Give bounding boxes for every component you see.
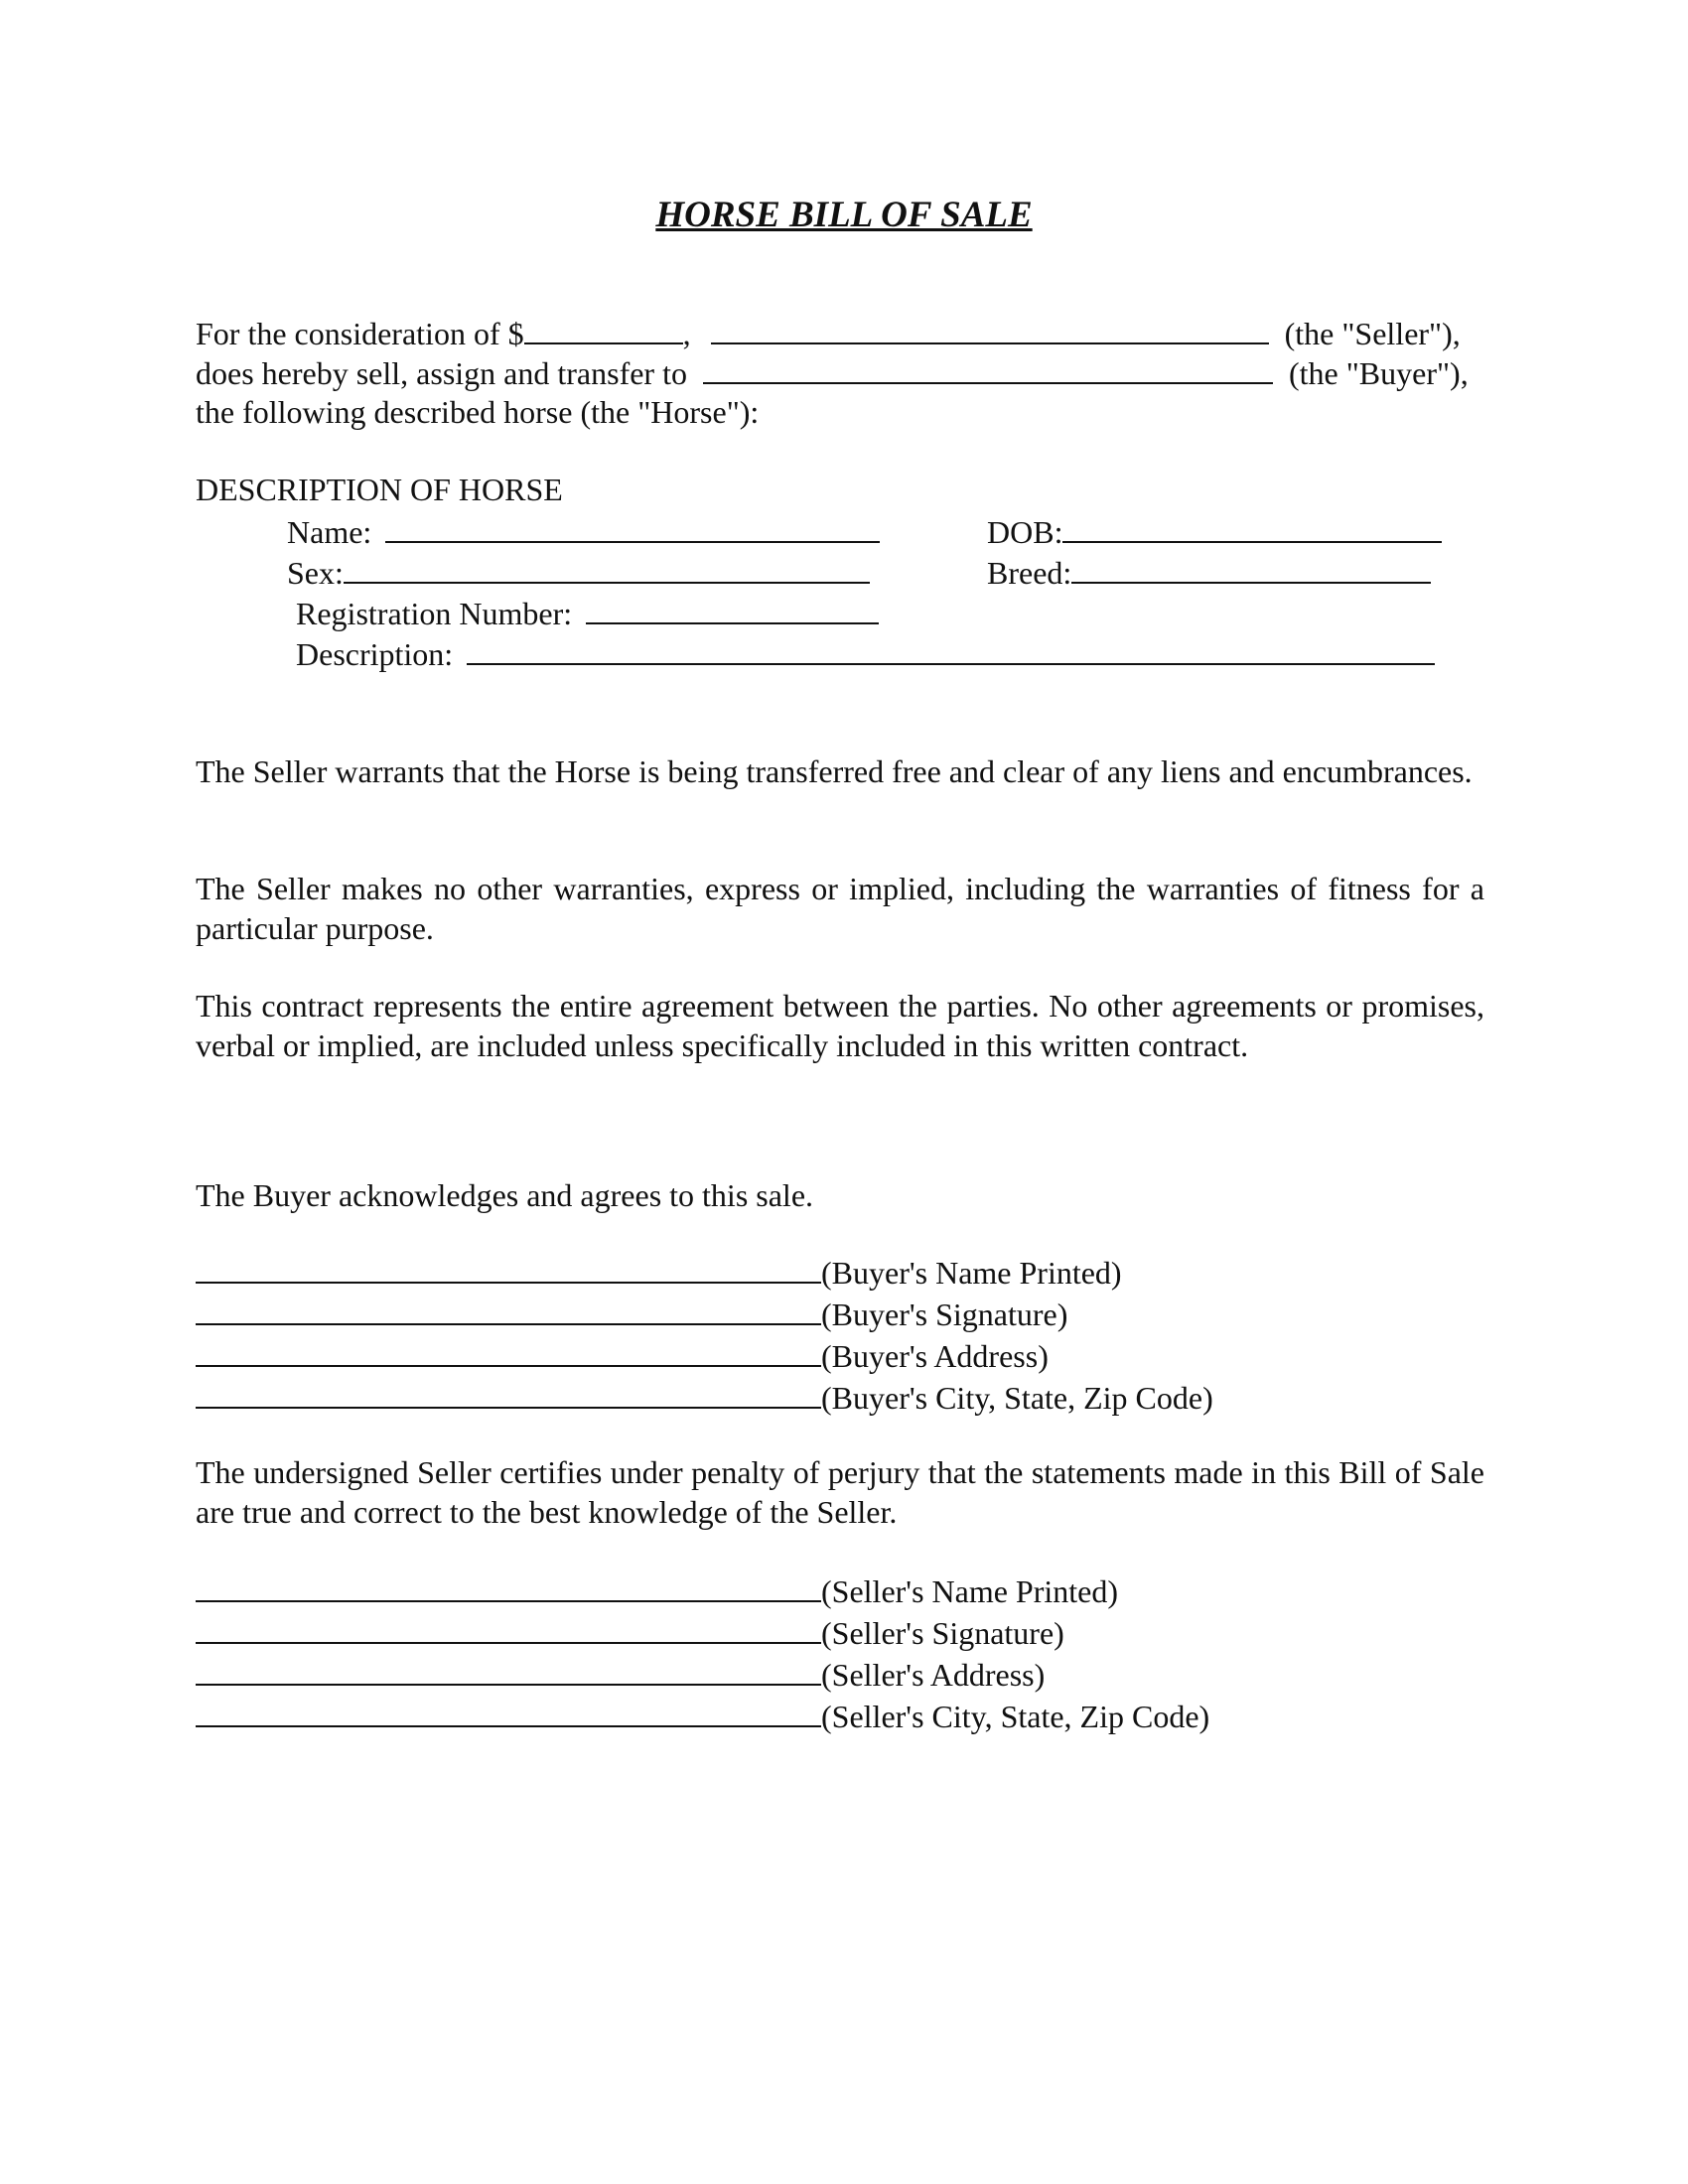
warranty-liens-paragraph: The Seller warrants that the Horse is being transferred free and clear of any liens and encumbrances.: [196, 753, 1473, 789]
seller-name-printed-label: (Seller's Name Printed): [821, 1573, 1119, 1609]
horse-description-label: Description:: [296, 636, 454, 672]
intro-line-1: [196, 313, 1461, 353]
intro-line-3: the following described horse (the "Horse"):: [196, 394, 760, 430]
seller-signature-label: (Seller's Signature): [821, 1615, 1064, 1651]
horse-name-label: Name:: [287, 514, 372, 550]
horse-description-row: [296, 633, 1435, 674]
horse-description-field[interactable]: [467, 633, 1435, 665]
buyer-signature-field[interactable]: [196, 1294, 821, 1325]
consideration-amount-field[interactable]: [524, 313, 683, 344]
seller-role-label: (the "Seller"),: [1284, 316, 1461, 351]
horse-dob-row: [987, 511, 1442, 552]
horse-breed-row: [987, 552, 1431, 593]
seller-signature-row: [196, 1612, 1064, 1654]
horse-sex-row: [287, 552, 870, 593]
buyer-name-printed-field[interactable]: [196, 1252, 821, 1284]
seller-address-label: (Seller's Address): [821, 1657, 1046, 1693]
horse-dob-field[interactable]: [1062, 511, 1442, 543]
seller-city-row: [196, 1696, 1209, 1737]
transfer-label: does hereby sell, assign and transfer to: [196, 355, 687, 391]
buyer-city-row: [196, 1377, 1213, 1419]
seller-signature-field[interactable]: [196, 1612, 821, 1644]
buyer-name-field[interactable]: [703, 352, 1273, 384]
seller-certification-paragraph: The undersigned Seller certifies under penalty of perjury that the statements made in this Bill of Sale are true and correct to the best knowledge of the Seller.: [196, 1454, 1484, 1530]
horse-name-field[interactable]: [385, 511, 880, 543]
buyer-signature-label: (Buyer's Signature): [821, 1297, 1068, 1332]
intro-comma: ,: [682, 316, 691, 351]
registration-label: Registration Number:: [296, 596, 573, 631]
registration-number-field[interactable]: [586, 593, 879, 624]
buyer-address-field[interactable]: [196, 1335, 821, 1367]
seller-name-printed-row: [196, 1570, 1118, 1612]
consideration-label: For the consideration of $: [196, 316, 524, 351]
no-other-warranties-paragraph: The Seller makes no other warranties, express or implied, including the warranties of fitness for a particular purpose.: [196, 871, 1484, 946]
buyer-address-row: [196, 1335, 1049, 1377]
registration-row: [296, 593, 879, 633]
horse-breed-label: Breed:: [987, 555, 1072, 591]
horse-dob-label: DOB:: [987, 514, 1063, 550]
horse-breed-field[interactable]: [1071, 552, 1431, 584]
seller-name-field[interactable]: [711, 313, 1269, 344]
description-heading: DESCRIPTION OF HORSE: [196, 472, 563, 507]
horse-sex-label: Sex:: [287, 555, 344, 591]
seller-city-field[interactable]: [196, 1696, 821, 1727]
document-title: HORSE BILL OF SALE: [655, 195, 1033, 235]
buyer-name-printed-label: (Buyer's Name Printed): [821, 1255, 1122, 1291]
horse-sex-field[interactable]: [344, 552, 870, 584]
buyer-acknowledgement: The Buyer acknowledges and agrees to this sale.: [196, 1177, 814, 1213]
intro-line-2: [196, 352, 1469, 393]
buyer-signature-row: [196, 1294, 1067, 1335]
seller-city-label: (Seller's City, State, Zip Code): [821, 1699, 1210, 1734]
buyer-city-field[interactable]: [196, 1377, 821, 1409]
buyer-city-label: (Buyer's City, State, Zip Code): [821, 1380, 1213, 1416]
seller-address-row: [196, 1654, 1045, 1696]
seller-address-field[interactable]: [196, 1654, 821, 1686]
buyer-name-printed-row: [196, 1252, 1122, 1294]
buyer-role-label: (the "Buyer"),: [1288, 355, 1469, 391]
buyer-address-label: (Buyer's Address): [821, 1338, 1049, 1374]
entire-agreement-paragraph: This contract represents the entire agreement between the parties. No other agreements or promises, verbal or implied, are included unless specifically included in this written contract.: [196, 988, 1484, 1063]
horse-name-row: [287, 511, 880, 552]
seller-name-printed-field[interactable]: [196, 1570, 821, 1602]
